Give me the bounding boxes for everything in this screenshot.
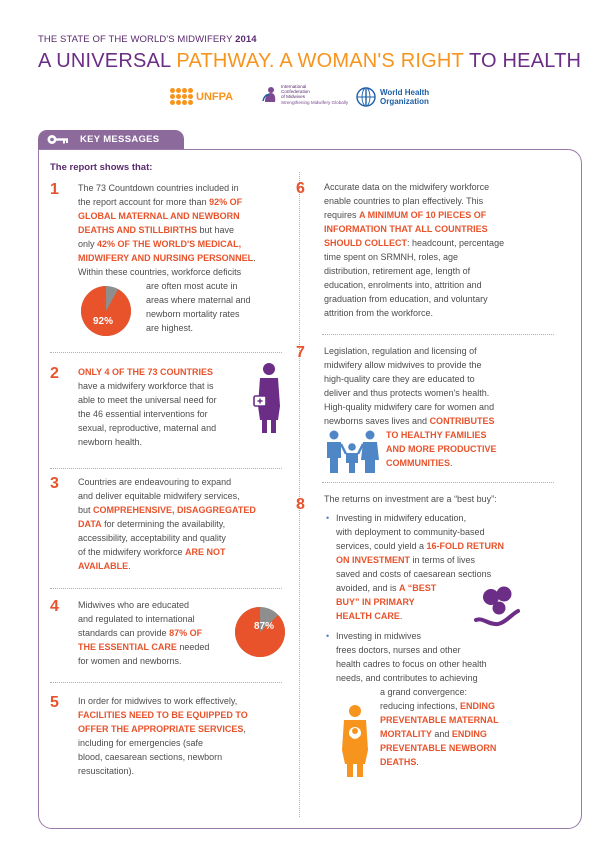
icm-emblem-icon <box>262 85 278 103</box>
highlight: GLOBAL MATERNAL AND NEWBORN <box>78 211 240 221</box>
highlight: THE ESSENTIAL CARE <box>78 642 177 652</box>
text-line: enable countries to plan effectively. This <box>324 196 484 206</box>
midwife-icon <box>252 362 286 434</box>
highlight: 16-FOLD RETURN <box>426 541 505 551</box>
text-line: DATA for determining the availability, <box>78 519 226 529</box>
message-text <box>78 365 250 449</box>
text-line: the report account for more than 92% OF <box>78 197 243 207</box>
text-line: have a midwifery workforce that is <box>78 381 214 391</box>
message-number: 1 <box>50 181 59 198</box>
highlight: A MINIMUM OF 10 PIECES OF <box>359 210 487 220</box>
text-line: MIDWIFERY AND NURSING PERSONNEL. <box>78 253 256 263</box>
message-text <box>324 180 556 320</box>
title-part-2: PATHWAY. <box>176 50 280 72</box>
message-text <box>324 344 556 428</box>
text-line: able to meet the universal need for <box>78 395 217 405</box>
bullet-dot: • <box>326 631 330 641</box>
highlight: MIDWIFERY AND NURSING PERSONNEL <box>78 253 254 263</box>
text-line: graduation from education, and voluntary <box>324 294 488 304</box>
text-line: Investing in midwifery education, <box>336 513 467 523</box>
text-line <box>324 222 556 236</box>
text-line: attrition from the workforce. <box>324 308 434 318</box>
divider <box>50 352 282 353</box>
text-line: services, could yield a 16-FOLD RETURN <box>336 541 505 551</box>
highlight: FACILITIES NEED TO BE EQUIPPED TO <box>78 710 248 720</box>
pie-chart-92 <box>80 285 132 337</box>
message-intro: The returns on investment are a “best buy”: <box>324 494 497 504</box>
highlight: ENDING <box>451 729 487 739</box>
pie-label: 92% <box>92 316 114 327</box>
highlight: ON INVESTMENT <box>336 555 411 565</box>
highlight: 42% OF THE WORLD'S MEDICAL, <box>97 239 242 249</box>
partner-logos <box>170 84 430 114</box>
text-line: DEATHS AND STILLBIRTHS but have <box>78 225 235 235</box>
highlight: DATA <box>78 519 102 529</box>
report-kicker <box>38 34 257 45</box>
highlight: COMPREHENSIVE, DISAGGREGATED <box>93 505 256 515</box>
text-line: Legislation, regulation and licensing of <box>324 346 477 356</box>
highlight: 92% OF <box>209 197 243 207</box>
kicker-text: THE STATE OF THE WORLD'S MIDWIFERY <box>38 34 233 45</box>
text-line: education, enrolments into, attrition and <box>324 280 482 290</box>
text-line: the 46 essential interventions for <box>78 409 208 419</box>
text-line: OFFER THE APPROPRIATE SERVICES, <box>78 724 246 734</box>
text-line: COMMUNITIES. <box>386 458 453 468</box>
highlight: PREVENTABLE MATERNAL <box>380 715 499 725</box>
bullet-2-text <box>336 629 566 685</box>
highlight: 87% OF <box>169 628 203 638</box>
highlight: AND MORE PRODUCTIVE <box>386 444 497 454</box>
text-line: accessibility, acceptability and quality <box>78 533 226 543</box>
pie-label: 87% <box>253 621 275 632</box>
highlight: TO HEALTHY FAMILIES <box>386 430 487 440</box>
message-5 <box>50 694 290 778</box>
mother-child-icon <box>336 704 374 778</box>
message-text <box>78 694 290 778</box>
text-line <box>78 209 290 223</box>
text-line <box>386 442 556 456</box>
text-line: resuscitation). <box>78 766 135 776</box>
highlight: AVAILABLE <box>78 561 129 571</box>
divider <box>322 334 554 335</box>
bullet-1-text <box>336 511 566 623</box>
intro-text: The report shows that: <box>50 162 153 173</box>
text-line: In order for midwives to work effectively, <box>78 696 238 706</box>
message-number: 5 <box>50 694 59 711</box>
text-line: HEALTH CARE. <box>336 611 403 621</box>
text-line: are often most acute in <box>146 281 238 291</box>
highlight: OFFER THE APPROPRIATE SERVICES <box>78 724 244 734</box>
text-line <box>78 365 250 379</box>
highlight: BUY” IN PRIMARY <box>336 597 415 607</box>
message-4 <box>50 598 290 668</box>
icm-text: International Confederation of Midwives Strengthening Midwifery Globally <box>281 84 349 105</box>
highlight: HEALTH CARE <box>336 611 400 621</box>
highlight: DEATHS <box>380 757 417 767</box>
message-number: 7 <box>296 344 305 361</box>
text-line: frees doctors, nurses and other <box>336 645 461 655</box>
pie-chart-87 <box>234 606 286 658</box>
text-line: saved and costs of caesarean sections <box>336 569 492 579</box>
message-6 <box>296 180 556 320</box>
message-text-continued <box>386 428 556 470</box>
text-line: newborn mortality rates <box>146 309 240 319</box>
text-line: are highest. <box>146 323 194 333</box>
family-icon <box>324 430 380 474</box>
who-text: World Health Organization <box>380 88 430 106</box>
highlight: PREVENTABLE NEWBORN <box>380 743 497 753</box>
text-line: Accurate data on the midwifery workforce <box>324 182 490 192</box>
bullet-dot: • <box>326 513 330 523</box>
care-hand-icon <box>474 584 520 632</box>
highlight: A “BEST <box>399 583 437 593</box>
message-2 <box>50 365 250 449</box>
title-part-3: A WOMAN'S RIGHT <box>279 50 469 72</box>
text-line: of the midwifery workforce ARE NOT <box>78 547 226 557</box>
text-line: newborns saves lives and CONTRIBUTES <box>324 416 495 426</box>
text-line: The 73 Countdown countries included in <box>78 183 239 193</box>
title-part-4: TO HEALTH <box>468 50 582 72</box>
text-line: requires A MINIMUM OF 10 PIECES OF <box>324 210 487 220</box>
text-line: areas where maternal and <box>146 295 251 305</box>
text-line: SHOULD COLLECT: headcount, percentage <box>324 238 505 248</box>
who-emblem-icon <box>355 86 377 108</box>
text-line: DEATHS. <box>380 757 419 767</box>
text-line: reducing infections, ENDING <box>380 701 496 711</box>
message-3 <box>50 475 290 573</box>
text-line: high-quality care they are educated to <box>324 374 475 384</box>
unfpa-text: UNFPA <box>196 90 234 103</box>
text-line: ON INVESTMENT in terms of lives <box>336 555 476 565</box>
text-line <box>78 708 290 722</box>
text-line <box>380 713 566 727</box>
text-line: and regulated to international <box>78 614 195 624</box>
text-line: AVAILABLE. <box>78 561 131 571</box>
icm-logo <box>262 84 348 105</box>
kicker-year: 2014 <box>235 34 257 45</box>
highlight: SHOULD COLLECT <box>324 238 407 248</box>
highlight: DEATHS AND STILLBIRTHS <box>78 225 197 235</box>
text-line <box>380 741 566 755</box>
text-line: Investing in midwives <box>336 631 422 641</box>
message-number: 2 <box>50 365 59 382</box>
text-line: Within these countries, workforce deficits <box>78 267 242 277</box>
message-1 <box>50 181 290 335</box>
message-number: 8 <box>296 496 305 513</box>
message-number: 3 <box>50 475 59 492</box>
text-line: standards can provide 87% OF <box>78 628 203 638</box>
page-title <box>38 50 581 73</box>
text-line: avoided, and is A “BEST <box>336 583 437 593</box>
highlight: ARE NOT <box>185 547 226 557</box>
highlight: INFORMATION THAT ALL COUNTRIES <box>324 224 488 234</box>
title-part-1: A UNIVERSAL <box>38 50 177 72</box>
text-line: sexual, reproductive, maternal and <box>78 423 217 433</box>
text-line: midwifery allow midwives to provide the <box>324 360 482 370</box>
highlight: MORTALITY <box>380 729 432 739</box>
unfpa-logo <box>170 88 233 105</box>
text-line: distribution, retirement age, length of <box>324 266 471 276</box>
divider <box>322 482 554 483</box>
message-text-continued <box>146 279 290 335</box>
message-number: 4 <box>50 598 59 615</box>
text-line <box>386 428 556 442</box>
message-number: 6 <box>296 180 305 197</box>
text-line: MORTALITY and ENDING <box>380 729 487 739</box>
text-line: a grand convergence: <box>380 687 468 697</box>
unfpa-dots-icon <box>170 88 193 105</box>
text-line: Midwives who are educated <box>78 600 190 610</box>
highlight: ONLY 4 OF THE 73 COUNTRIES <box>78 367 214 377</box>
text-line: needs, and contributes to achieving <box>336 673 478 683</box>
message-text <box>78 181 290 279</box>
highlight: CONTRIBUTES <box>429 416 495 426</box>
text-line: High-quality midwifery care for women and <box>324 402 495 412</box>
key-icon <box>46 134 70 145</box>
text-line: for women and newborns. <box>78 656 182 666</box>
text-line: health cadres to focus on other health <box>336 659 487 669</box>
text-line: Countries are endeavouring to expand <box>78 477 232 487</box>
text-line <box>336 595 566 609</box>
who-logo <box>355 86 429 108</box>
text-line: time spent on SRMNH, roles, age <box>324 252 459 262</box>
text-line: newborn health. <box>78 437 143 447</box>
text-line: and deliver equitable midwifery services, <box>78 491 240 501</box>
divider <box>50 588 282 589</box>
text-line: with deployment to community-based <box>336 527 485 537</box>
highlight: ENDING <box>460 701 496 711</box>
message-text <box>78 475 290 573</box>
text-line: including for emergencies (safe <box>78 738 204 748</box>
divider <box>50 682 282 683</box>
highlight: COMMUNITIES <box>386 458 450 468</box>
text-line: deliver and thus protects women's health. <box>324 388 490 398</box>
divider <box>50 468 282 469</box>
text-line: only 42% OF THE WORLD'S MEDICAL, <box>78 239 242 249</box>
bullet-2-text-continued <box>380 685 566 769</box>
key-messages-label: KEY MESSAGES <box>80 134 160 145</box>
text-line: blood, caesarean sections, newborn <box>78 752 223 762</box>
text-line: but COMPREHENSIVE, DISAGGREGATED <box>78 505 256 515</box>
text-line: THE ESSENTIAL CARE needed <box>78 642 210 652</box>
